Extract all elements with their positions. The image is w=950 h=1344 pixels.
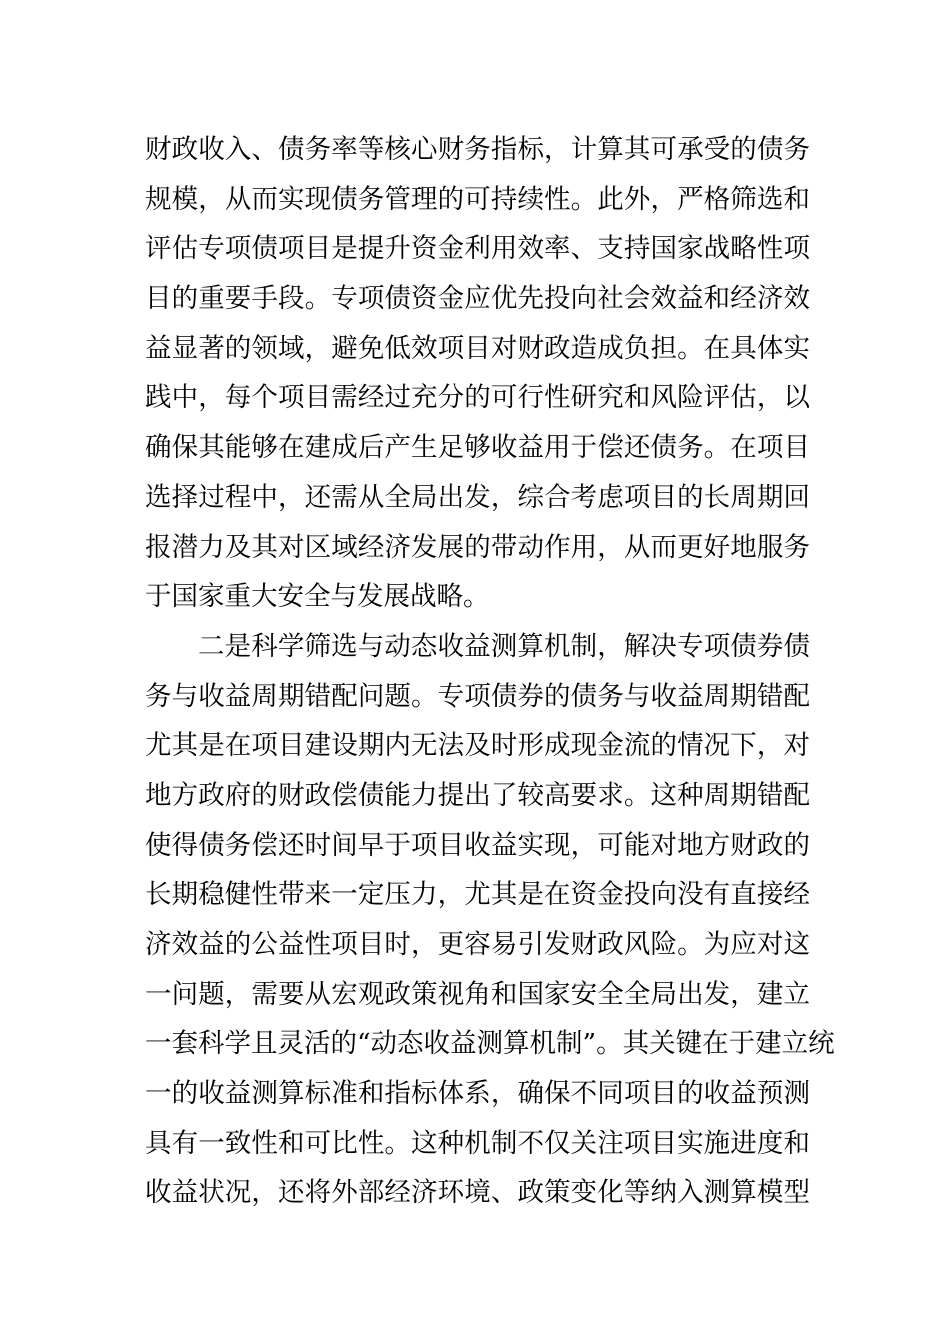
paragraph-line: 践中，每个项目需经过充分的可行性研究和风险评估，以 xyxy=(145,382,810,414)
paragraph-line: 收益状况，还将外部经济环境、政策变化等纳入测算模型 xyxy=(145,1177,810,1209)
paragraph-line: 使得债务偿还时间早于项目收益实现，可能对地方财政的 xyxy=(145,829,810,861)
paragraph-line: 益显著的领域，避免低效项目对财政造成负担。在具体实 xyxy=(145,332,810,364)
paragraph-line: 于国家重大安全与发展战略。 xyxy=(145,581,490,613)
paragraph-line: 一套科学且灵活的“动态收益测算机制”。其关键在于建立统 xyxy=(145,1028,835,1060)
paragraph-2 xyxy=(145,622,835,1218)
paragraph-line: 一的收益测算标准和指标体系，确保不同项目的收益预测 xyxy=(145,1078,810,1110)
paragraph-line: 济效益的公益性项目时，更容易引发财政风险。为应对这 xyxy=(145,929,810,960)
paragraph-line: 尤其是在项目建设期内无法及时形成现金流的情况下，对 xyxy=(145,730,810,762)
paragraph-line: 地方政府的财政偿债能力提出了较高要求。这种周期错配 xyxy=(145,779,810,811)
paragraph-line: 选择过程中，还需从全局出发，综合考虑项目的长周期回 xyxy=(145,481,810,513)
paragraph-line: 报潜力及其对区域经济发展的带动作用，从而更好地服务 xyxy=(145,531,810,563)
paragraph-line: 具有一致性和可比性。这种机制不仅关注项目实施进度和 xyxy=(145,1127,810,1159)
paragraph-line: 目的重要手段。专项债资金应优先投向社会效益和经济效 xyxy=(145,283,810,315)
paragraph-line: 规模，从而实现债务管理的可持续性。此外，严格筛选和 xyxy=(145,183,810,215)
document-body xyxy=(145,125,835,1218)
paragraph-line: 一问题，需要从宏观政策视角和国家安全全局出发，建立 xyxy=(145,978,810,1010)
paragraph-line: 财政收入、债务率等核心财务指标，计算其可承受的债务 xyxy=(145,134,810,165)
paragraph-line: 二是科学筛选与动态收益测算机制，解决专项债券债 xyxy=(198,630,810,662)
paragraph-line: 长期稳健性带来一定压力，尤其是在资金投向没有直接经 xyxy=(145,879,810,911)
paragraph-line: 务与收益周期错配问题。专项债券的债务与收益周期错配 xyxy=(145,680,810,712)
paragraph-line: 评估专项债项目是提升资金利用效率、支持国家战略性项 xyxy=(145,233,810,265)
paragraph-1 xyxy=(145,125,810,622)
paragraph-line: 确保其能够在建成后产生足够收益用于偿还债务。在项目 xyxy=(145,432,810,464)
